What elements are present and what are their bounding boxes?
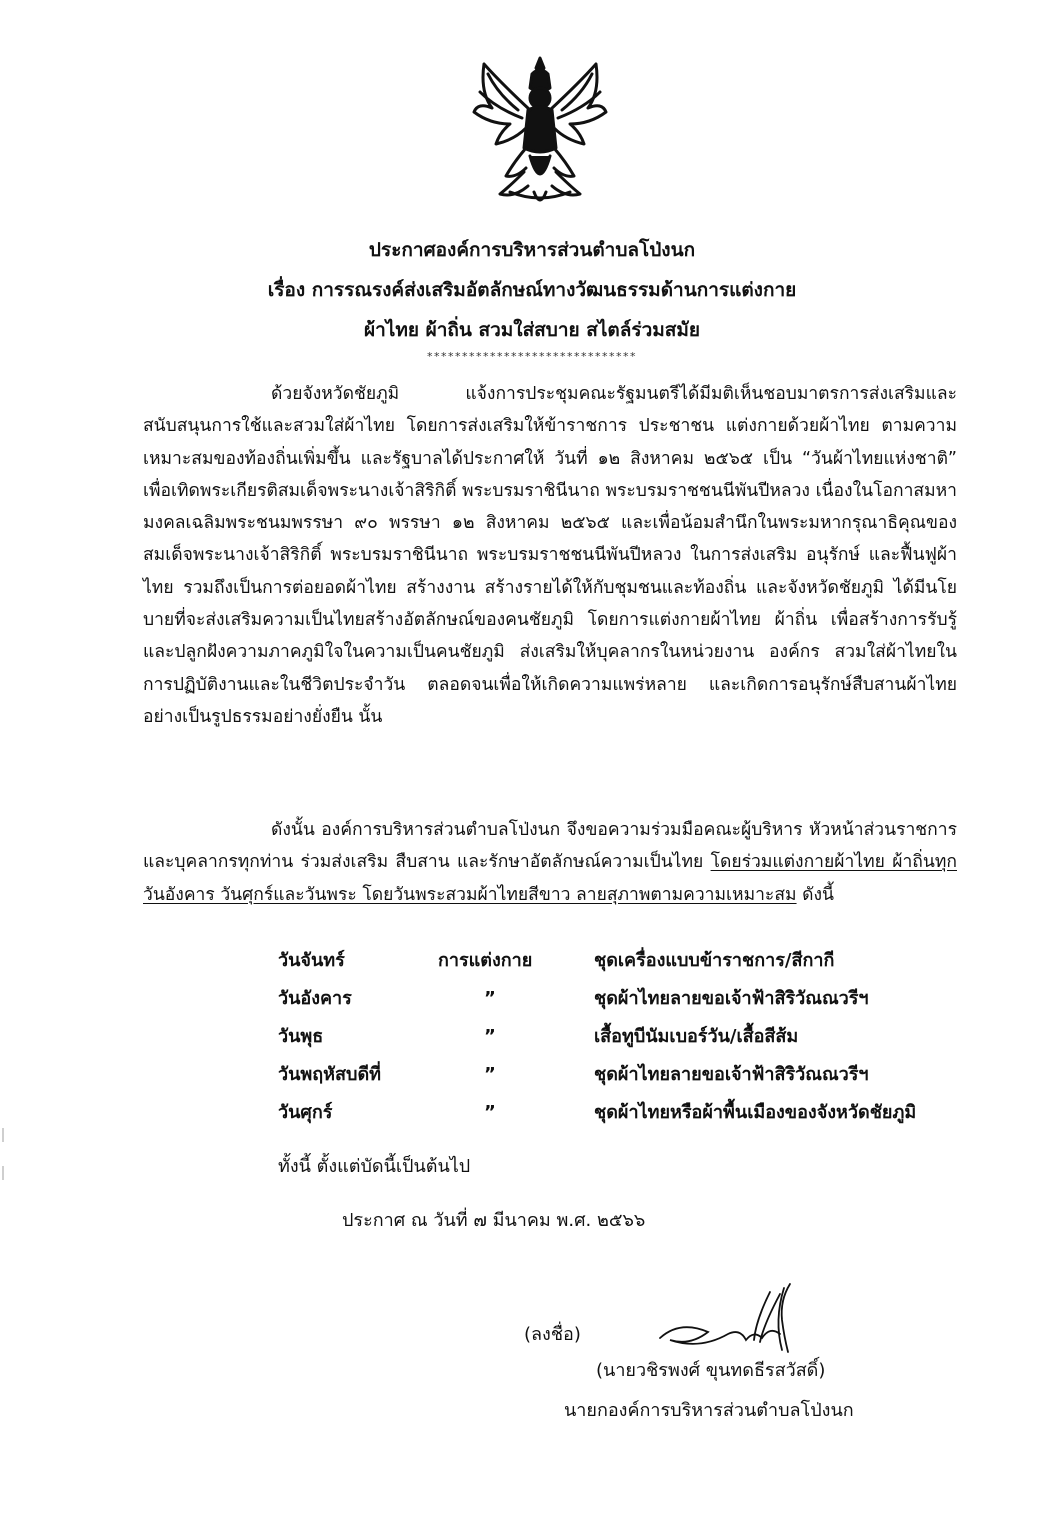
ditto-mark: ” (484, 988, 496, 1009)
signatory-name: (นายวชิรพงศ์ ขุนทดธีรสวัสดิ์) (596, 1360, 826, 1381)
schedule-day: วันศุกร์ (278, 1102, 333, 1123)
paragraph-1-text: ด้วยจังหวัดชัยภูมิ แจ้งการประชุมคณะรัฐมนตรีได้มีมติเห็นชอบมาตรการส่งเสริมและสนับสนุนการใช้และสวมใส่ผ้าไทย โดยการส่งเสริมให้ข้าราชการ ประชาชน แต่งกายด้วยผ้าไทย ตามความเหมาะสมของท้องถิ่นเพิ่มขึ้น และรัฐบาลได้ประกาศให้ วันที่ ๑๒ สิงหาคม ๒๕๖๕ เป็น “วันผ้าไทยแห่งชาติ” เพื่อเทิดพระเกียรติสมเด็จพระนางเจ้าสิริกิติ์ พระบรมราชินีนาถ พระบรมราชชนนีพันปีหลวง เนื่องในโอกาสมหามงคลเฉลิมพระชนมพรรษา ๙๐ พรรษา ๑๒ สิงหาคม ๒๕๖๕ และเพื่อน้อมสำนึกในพระมหากรุณาธิคุณของสมเด็จพระนางเจ้าสิริกิติ์ พระบรมราชินีนาถ พระบรมราชชนนีพันปีหลวง ในการส่งเสริม อนุรักษ์ และฟื้นฟูผ้าไทย รวมถึงเป็นการต่อยอดผ้าไทย สร้างงาน สร้างรายได้ให้กับชุมชนและท้องถิ่น และจังหวัดชัยภูมิ ได้มีนโยบายที่จะส่งเสริมความเป็นไทยสร้างอัตลักษณ์ของคนชัยภูมิ โดยการแต่งกายผ้าไทย ผ้าถิ่น เพื่อสร้างการรับรู้ และปลูกฝังความภาคภูมิใจในความเป็นคนชัยภูมิ ส่งเสริมให้บุคลากรในหน่วยงาน องค์กร สวมใส่ผ้าไทยในการปฏิบัติงานและในชีวิตประจำวัน ตลอดจนเพื่อให้เกิดความแพร่หลาย และเกิดการอนุรักษ์สืบสานผ้าไทยอย่างเป็นรูปธรรมอย่างยั่งยืน นั้น (143, 384, 957, 727)
scan-margin-mark (2, 1166, 4, 1180)
subject-line-2: ผ้าไทย ผ้าถิ่น สวมใส่สบาย สไตล์ร่วมสมัย (363, 319, 701, 341)
schedule-day: วันพุธ (278, 1026, 324, 1047)
schedule-dress: ชุดผ้าไทยลายขอเจ้าฟ้าสิริวัณณวรีฯ (594, 988, 869, 1009)
subject-line: เรื่อง การรณรงค์ส่งเสริมอัตลักษณ์ทางวัฒนธรรมด้านการแต่งกาย (267, 279, 797, 301)
separator: ****************************** (427, 350, 637, 363)
garuda-emblem-icon (470, 52, 610, 212)
schedule-day: วันจันทร์ (278, 950, 345, 971)
paragraph-2 (143, 814, 957, 911)
schedule-dress: เสื้อทูบีนัมเบอร์วัน/เสื้อสีส้ม (594, 1026, 799, 1047)
underlined-policy: โดยร่วมแต่งกายผ้าไทย ผ้าถิ่นทุกวันอังคาร วันศุกร์และวันพระ โดยวันพระสวมผ้าไทยสีขาว ลายสุภาพตามความเหมาะสม (143, 852, 957, 905)
schedule-label: การแต่งกาย (438, 950, 533, 971)
announcement-date: ประกาศ ณ วันที่ ๗ มีนาคม พ.ศ. ๒๕๖๖ (342, 1210, 646, 1231)
ditto-mark: ” (484, 1026, 496, 1047)
schedule-day: วันอังคาร (278, 988, 352, 1009)
signatory-position: นายกองค์การบริหารส่วนตำบลโป่งนก (564, 1400, 854, 1421)
schedule-dress: ชุดเครื่องแบบข้าราชการ/สีกากี (594, 950, 835, 971)
schedule-day: วันพฤหัสบดีที่ (278, 1064, 382, 1085)
paragraph-1 (143, 378, 957, 733)
paragraph-2-end: ดังนี้ (796, 884, 834, 905)
schedule-dress: ชุดผ้าไทยลายขอเจ้าฟ้าสิริวัณณวรีฯ (594, 1064, 869, 1085)
paragraph-2-text: ดังนั้น องค์การบริหารส่วนตำบลโป่งนก จึงขอความร่วมมือคณะผู้บริหาร หัวหน้าส่วนราชการและบุคลากรทุกท่าน ร่วมส่งเสริม สืบสาน และรักษาอัตลักษณ์ความเป็นไทย (143, 820, 957, 873)
effective-date: ทั้งนี้ ตั้งแต่บัดนี้เป็นต้นไป (278, 1156, 471, 1177)
ditto-mark: ” (484, 1064, 496, 1085)
signature-flourish-icon (650, 1290, 800, 1360)
ditto-mark: ” (484, 1102, 496, 1123)
signed-label: (ลงชื่อ) (524, 1324, 581, 1345)
document-title: ประกาศองค์การบริหารส่วนตำบลโป่งนก (368, 239, 696, 261)
scan-margin-mark (2, 1128, 4, 1142)
schedule-dress: ชุดผ้าไทยหรือผ้าพื้นเมืองของจังหวัดชัยภูมิ (594, 1102, 917, 1123)
